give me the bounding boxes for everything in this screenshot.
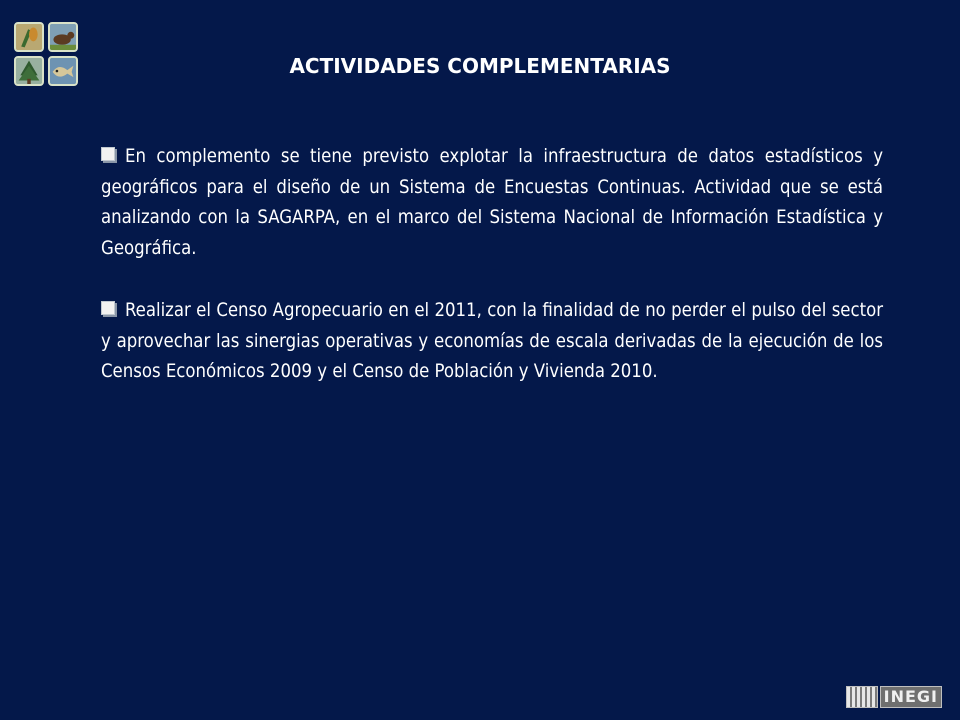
bullet-text: Realizar el Censo Agropecuario en el 2011, con la finalidad de no perder el pulso del sector y aprovechar las sinergias operativas y economías de escala derivadas de la ejecución de los Censos Económicos 2009 y el Censo de Población y Vivienda 2010. xyxy=(101,300,883,382)
list-item xyxy=(101,142,883,264)
bullet-text: En complemento se tiene previsto explotar la infraestructura de datos estadísticos y geográficos para el diseño de un Sistema de Encuestas Continuas. Actividad que se está analizando con la SAGARPA, en el marco del Sistema Nacional de Información Estadística y Geográfica. xyxy=(101,146,883,259)
inegi-mark-icon xyxy=(846,686,878,708)
livestock-icon xyxy=(48,22,78,52)
inegi-logo xyxy=(846,686,942,708)
inegi-logo-text: INEGI xyxy=(880,686,942,708)
bullet-list xyxy=(101,142,883,420)
checkbox-bullet-icon xyxy=(101,301,115,315)
checkbox-bullet-icon xyxy=(101,147,115,161)
page-title: ACTIVIDADES COMPLEMENTARIAS xyxy=(289,54,671,78)
list-item xyxy=(101,296,883,388)
agriculture-icon xyxy=(14,22,44,52)
